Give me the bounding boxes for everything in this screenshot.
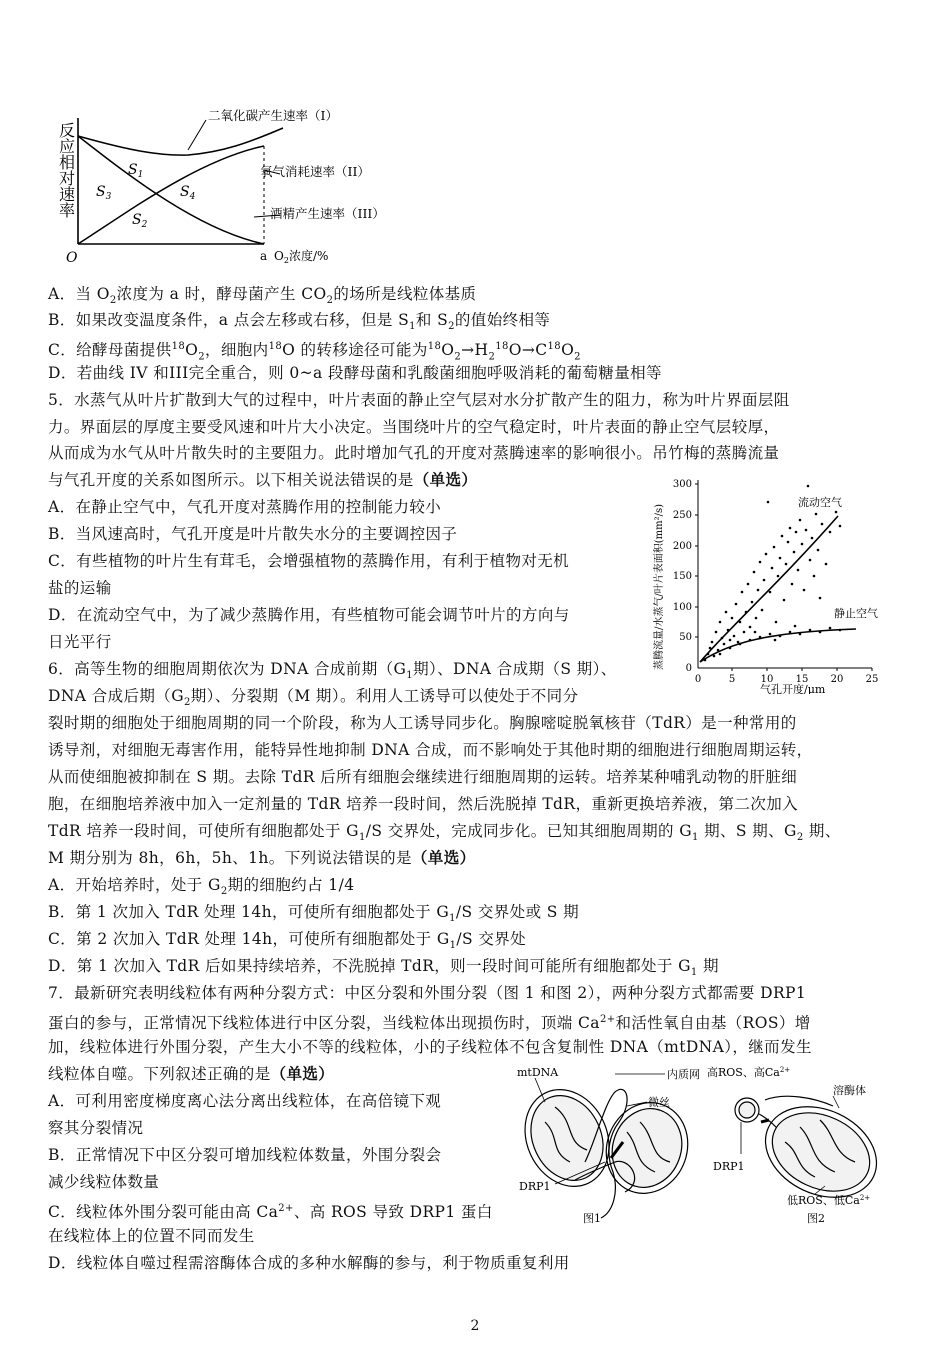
transpiration-chart xyxy=(650,472,890,694)
q6-stem-8: M 期分别为 8h，6h，5h、1h。下列说法错误的是（单选） xyxy=(48,848,476,867)
q5-option-c-2: 盐的运输 xyxy=(48,579,112,597)
x-tick: 15 xyxy=(795,674,809,685)
y-axis-label: 蒸腾流量/水蒸气/叶片表面积(mm²/s) xyxy=(654,503,665,670)
area-s2: $S_2$ xyxy=(132,212,148,230)
q6-stem-6: 胞，在细胞培养液中加入一定剂量的 TdR 培养一段时间，然后洗脱掉 TdR，重新更换培养液，第二次加入 xyxy=(48,795,799,813)
flow-air-curve xyxy=(700,516,838,662)
q6-stem-1: 6．高等生物的细胞周期依次为 DNA 合成前期（$G_1$期）、DNA 合成期（S 期）、 xyxy=(48,660,617,682)
q6-stem-4: 诱导剂，对细胞无毒害作用，能特异性地抑制 DNA 合成，而不影响处于其他时期的细胞进行细胞周期运转， xyxy=(48,741,813,759)
label-drp1-fig2: DRP1 xyxy=(713,1160,745,1173)
q6-stem-7: TdR 培养一段时间，可使所有细胞都处于 $G_1/S$ 交界处，完成同步化。已知其细胞周期的 $G_1$ 期、S 期、$G_2$ 期、 xyxy=(48,822,841,844)
label-fig1: 图1 xyxy=(583,1212,601,1225)
q5-option-a: A．在静止空气中，气孔开度对蒸腾作用的控制能力较小 xyxy=(48,498,442,516)
label-still-air: 静止空气 xyxy=(834,607,878,620)
y-axis-label: 反应相对速率 xyxy=(56,122,76,218)
q6-option-d: D．第 1 次加入 TdR 后如果持续培养，不洗脱掉 TdR，则一段时间可能所有细胞都处于 $G_1$ 期 xyxy=(48,957,719,979)
x-tick: 5 xyxy=(728,674,736,685)
y-tick: 50 xyxy=(679,632,692,643)
label-flow-air: 流动空气 xyxy=(798,496,842,509)
label-fig2: 图2 xyxy=(807,1212,825,1225)
q7-option-d: D．线粒体自噬过程需溶酶体合成的多种水解酶的参与，利于物质重复利用 xyxy=(48,1254,570,1272)
origin-label: O xyxy=(66,250,78,266)
y-tick: 250 xyxy=(672,510,692,521)
x-tick: 10 xyxy=(760,674,774,685)
area-s3: $S_3$ xyxy=(96,184,112,202)
label-curve-III: 酒精产生速率（III） xyxy=(270,206,385,221)
q5-stem-3: 从而成为水气从叶片散失时的主要阻力。此时增加气孔的开度对蒸腾速率的影响很小。吊竹梅的蒸腾流量 xyxy=(48,444,780,462)
fig1-middle-division xyxy=(515,1074,700,1218)
callout-I xyxy=(188,120,206,150)
q5-option-d-2: 日光平行 xyxy=(48,633,112,651)
label-lysosome: 溶酶体 xyxy=(833,1084,866,1097)
q7-stem-3: 加，线粒体进行外围分裂，产生大小不等的线粒体，小的子线粒体不包含复制性 DNA（mtDNA），继而发生 xyxy=(48,1038,812,1056)
x-tick: 20 xyxy=(830,674,844,685)
q6-stem-3: 裂时期的细胞处于细胞周期的同一个阶段，称为人工诱导同步化。胸腺嘧啶脱氧核苷（TdR）是一种常用的 xyxy=(48,714,797,732)
label-high-ros: 高ROS、高$Ca^{2+}$ xyxy=(707,1066,791,1079)
label-microfilament: 微丝 xyxy=(648,1096,670,1109)
q4-option-b: B．如果改变温度条件，a 点会左移或右移，但是 $S_1$和 $S_2$的值始终相等 xyxy=(48,311,551,333)
q6-stem-2: DNA 合成后期（$G_2$期）、分裂期（M 期）。利用人工诱导可以使处于不同分 xyxy=(48,687,579,709)
q4-option-d: D．若曲线 IV 和III完全重合，则 0~a 段酵母菌和乳酸菌细胞呼吸消耗的葡萄糖量相等 xyxy=(48,364,662,382)
label-low-ros: 低ROS、低$Ca^{2+}$ xyxy=(787,1194,871,1207)
label-curve-I: 二氧化碳产生速率（I） xyxy=(208,108,338,123)
y-tick: 200 xyxy=(672,541,692,552)
label-er: 内质网 xyxy=(667,1068,700,1081)
q5-stem-4: 与气孔开度的关系如图所示。以下相关说法错误的是（单选） xyxy=(48,470,478,489)
q6-option-a: A．开始培养时，处于 $G_2$期的细胞约占 1/4 xyxy=(48,876,355,898)
q5-option-c-1: C．有些植物的叶片生有茸毛，会增强植物的蒸腾作用，有利于植物对无机 xyxy=(48,552,570,570)
x-axis-label: $O_2$浓度/% xyxy=(274,249,329,265)
q5-stem-2: 力。界面层的厚度主要受风速和叶片大小决定。当围绕叶片的空气稳定时，叶片表面的静止空气层较厚， xyxy=(48,418,780,436)
page-number: 2 xyxy=(470,1318,480,1334)
a-label: a xyxy=(260,249,268,263)
q5-option-d-1: D．在流动空气中，为了减少蒸腾作用，有些植物可能会调节叶片的方向与 xyxy=(48,606,570,624)
q7-option-b-2: 减少线粒体数量 xyxy=(48,1173,160,1191)
q6-option-b: B．第 1 次加入 TdR 处理 14h，可使所有细胞都处于 $G_1/S$ 交界处或 S 期 xyxy=(48,903,580,925)
x-axis-label: 气孔开度/μm xyxy=(760,683,826,694)
label-mtdna: mtDNA xyxy=(517,1066,559,1079)
x-tick: 0 xyxy=(694,674,702,685)
area-s1: $S_1$ xyxy=(128,162,144,180)
q7-option-a-2: 察其分裂情况 xyxy=(48,1119,144,1137)
respiration-rate-chart xyxy=(48,100,408,272)
q7-option-c-1: C．线粒体外围分裂可能由高 $Ca^{2+}$、高 ROS 导致 DRP1 蛋白 xyxy=(48,1203,493,1222)
label-curve-II: 氧气消耗速率（II） xyxy=(260,164,370,179)
q5-option-b: B．当风速高时，气孔开度是叶片散失水分的主要调控因子 xyxy=(48,525,458,543)
curve-III-alcohol xyxy=(78,136,264,244)
q7-stem-1: 7．最新研究表明线粒体有两种分裂方式：中区分裂和外围分裂（图 1 和图 2），两种分裂方式都需要 DRP1 xyxy=(48,984,807,1002)
mitochondria-figure xyxy=(515,1062,895,1234)
y-ticks xyxy=(673,479,692,674)
q6-option-c: C．第 2 次加入 TdR 处理 14h，可使所有细胞都处于 $G_1/S$ 交界处 xyxy=(48,930,527,952)
q5-stem-1: 5．水蒸气从叶片扩散到大气的过程中，叶片表面的静止空气层对水分扩散产生的阻力，称为叶片界面层阻 xyxy=(48,391,790,409)
label-drp1-fig1: DRP1 xyxy=(519,1180,551,1193)
q7-stem-2: 蛋白的参与，正常情况下线粒体进行中区分裂，当线粒体出现损伤时，顶端 $Ca^{2+}$和活性氧自由基（ROS）增 xyxy=(48,1014,811,1033)
q4-option-a: A．当 $O_2$浓度为 a 时，酵母菌产生 $CO_2$的场所是线粒体基质 xyxy=(48,285,477,307)
q7-option-a-1: A．可利用密度梯度离心法分离出线粒体，在高倍镜下观 xyxy=(48,1092,442,1110)
curve-I-co2 xyxy=(78,128,283,155)
y-tick: 0 xyxy=(685,663,692,674)
area-s4: $S_4$ xyxy=(180,184,196,202)
q7-option-c-2: 在线粒体上的位置不同而发生 xyxy=(48,1227,255,1245)
q6-stem-5: 从而使细胞被抑制在 S 期。去除 TdR 后所有细胞会继续进行细胞周期的运转。培养某种哺乳动物的肝脏细 xyxy=(48,768,798,786)
still-air-curve xyxy=(700,629,856,662)
q4-option-c: C．给酵母菌提供$^{18}O_2$，细胞内$^{18}$O 的转移途径可能为$^{18}O_2\to H_2^{18}O\to C^{18}O_2$ xyxy=(48,341,581,363)
y-tick: 150 xyxy=(672,571,692,582)
x-tick: 25 xyxy=(865,674,879,685)
q7-option-b-1: B．正常情况下中区分裂可增加线粒体数量，外围分裂会 xyxy=(48,1146,442,1164)
y-tick: 300 xyxy=(672,479,692,490)
q7-stem-4: 线粒体自噬。下列叙述正确的是（单选） xyxy=(48,1064,335,1083)
y-tick: 100 xyxy=(672,602,692,613)
